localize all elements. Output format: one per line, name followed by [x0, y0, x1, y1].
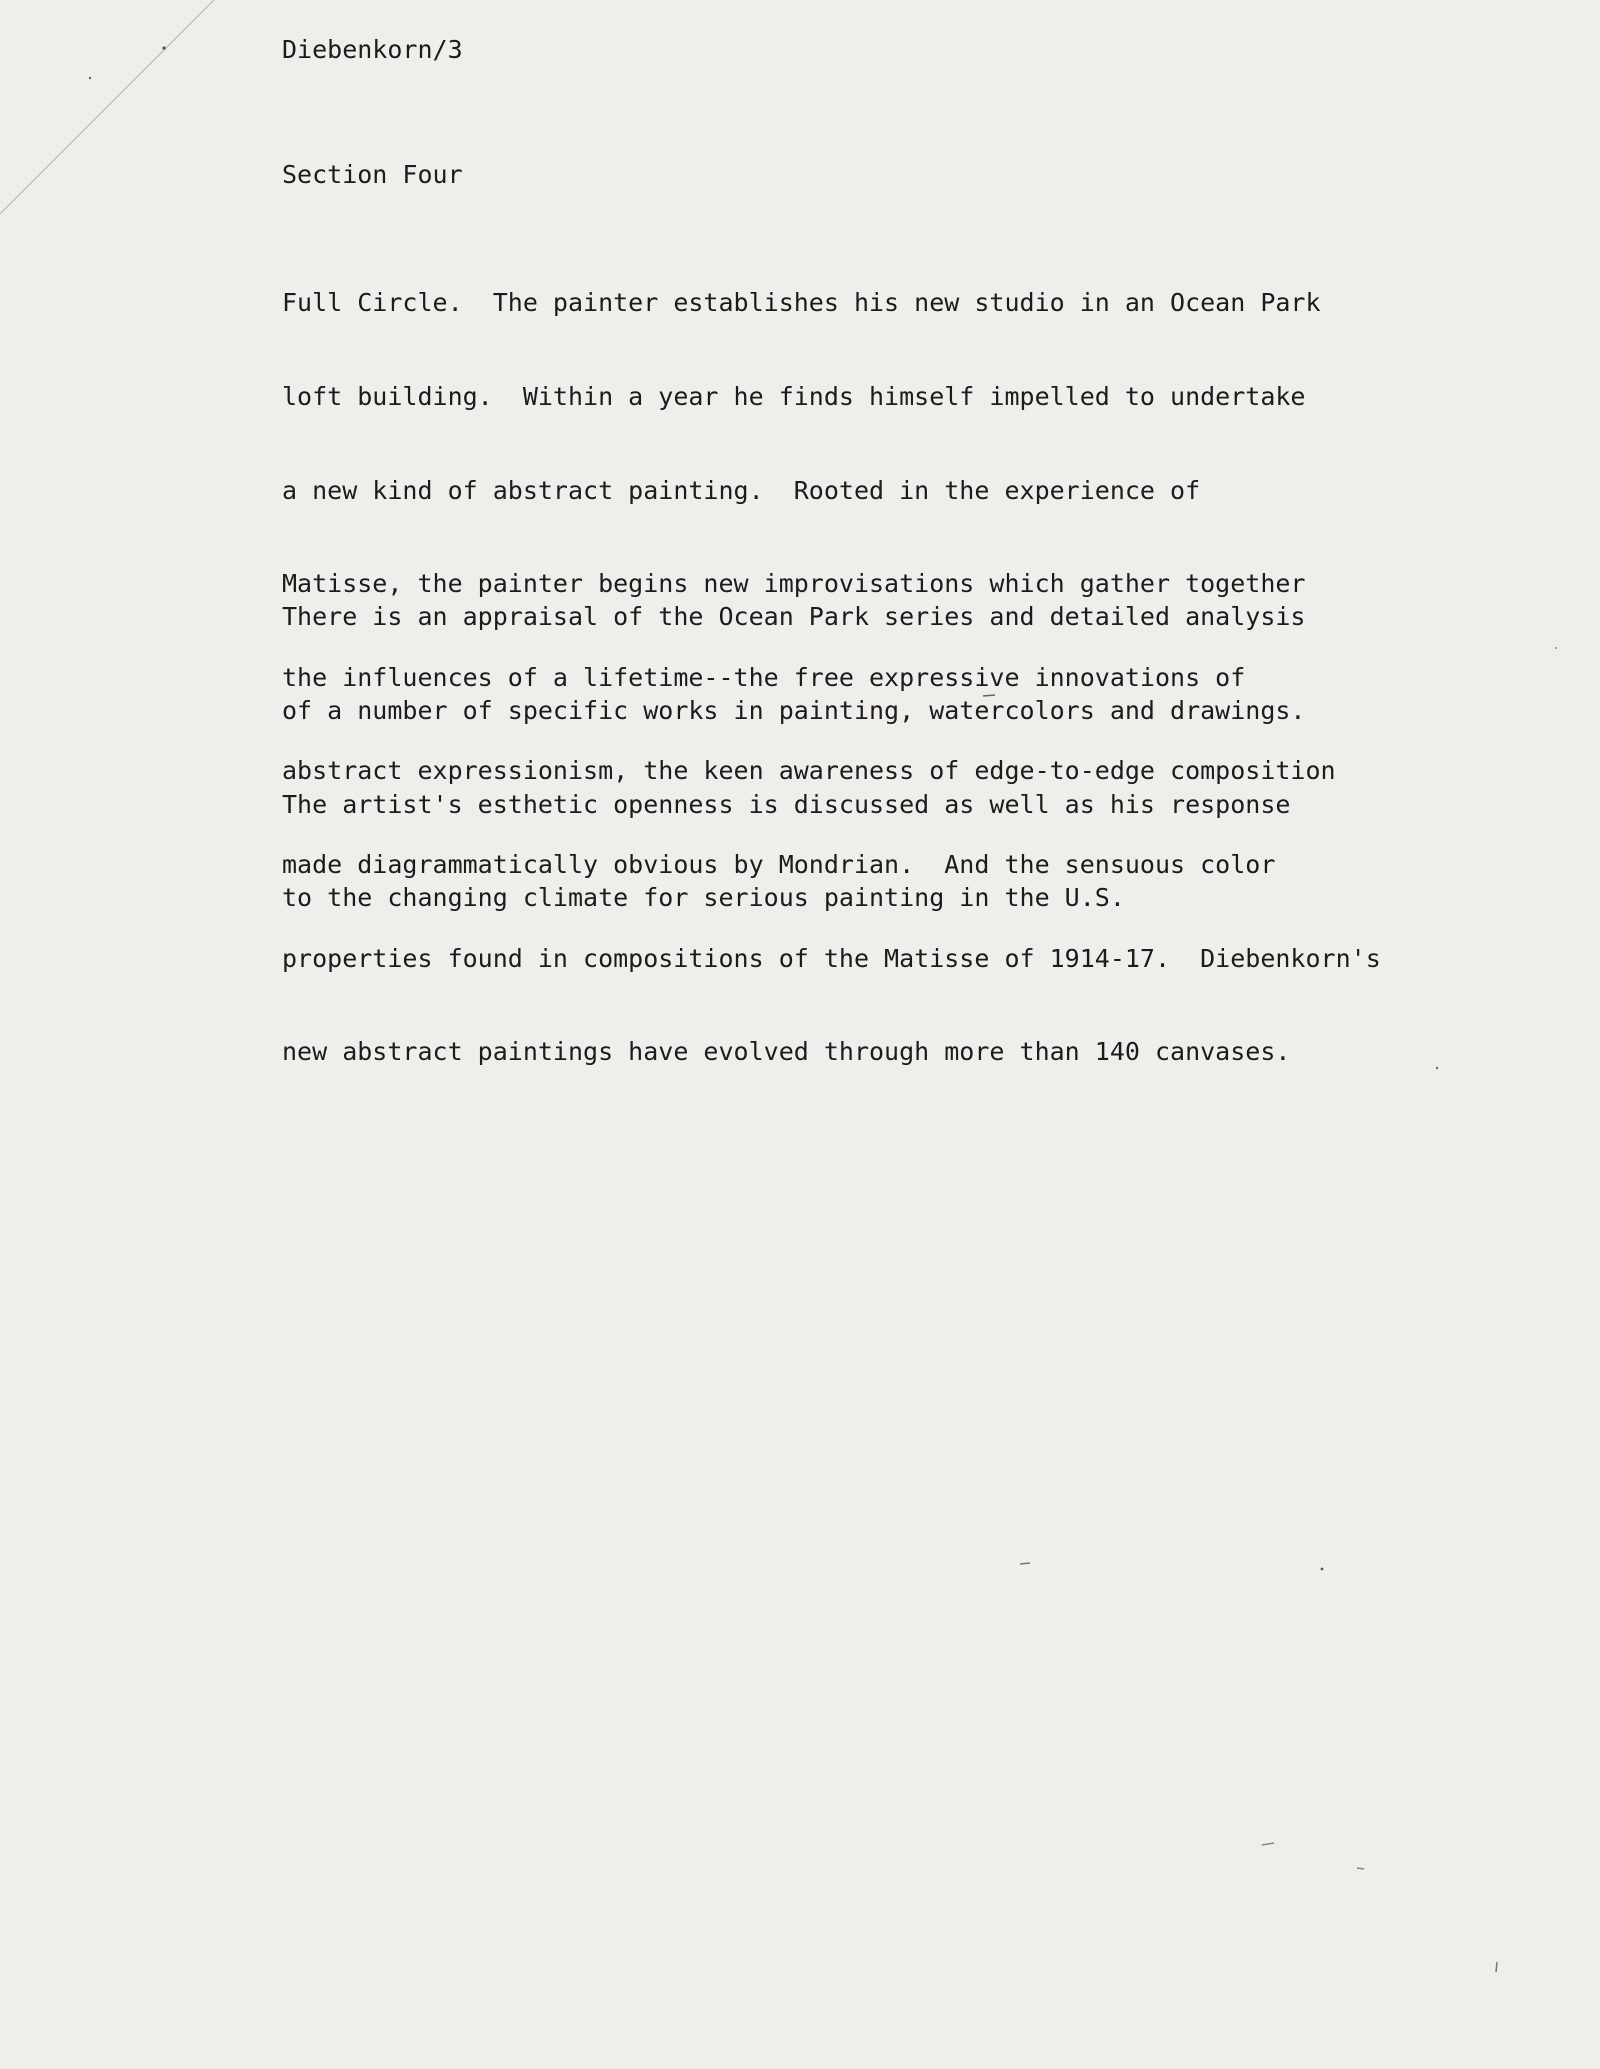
text-line: loft building. Within a year he finds himself impelled to undertake: [282, 382, 1306, 411]
section-title: Section Four: [282, 160, 463, 189]
text-line: properties found in compositions of the Matisse of 1914-17. Diebenkorn's: [282, 943, 1381, 973]
text-line: new abstract paintings have evolved through more than 140 canvases.: [282, 1037, 1291, 1067]
text-line: Full Circle. The painter establishes his new studio in an Ocean Park: [282, 288, 1321, 318]
ink-speck: [1555, 647, 1557, 649]
ink-speck: [162, 46, 165, 49]
text-line: The artist's esthetic openness is discussed as well as his response: [282, 789, 1291, 819]
text-line: There is an appraisal of the Ocean Park series and detailed analysis: [282, 602, 1306, 632]
ink-speck: [1436, 1067, 1438, 1069]
text-line: the influences of a lifetime--the free expressive innovations of: [282, 662, 1246, 692]
text-line: made diagrammatically obvious by Mondrian. And the sensuous color: [282, 849, 1276, 879]
ink-speck: [1357, 1868, 1364, 1869]
paragraph-appraisal: [282, 539, 1306, 976]
text-line: Matisse, the painter begins new improvisations which gather together: [282, 569, 1306, 599]
text-line: of a number of specific works in painting, watercolors and drawings.: [282, 696, 1306, 725]
text-line: to the changing climate for serious painting in the U.S.: [282, 883, 1125, 913]
ink-speck: [1321, 1568, 1324, 1571]
ink-speck: [1020, 1563, 1030, 1564]
ink-speck: [89, 77, 91, 79]
ink-speck: [1262, 1843, 1274, 1845]
page-header: Diebenkorn/3: [282, 35, 463, 64]
ink-speck: [1496, 1962, 1497, 1972]
fold-crease-line: [0, 0, 214, 214]
text-line: a new kind of abstract painting. Rooted in the experience of: [282, 475, 1201, 505]
text-line: abstract expressionism, the keen awareness of edge-to-edge composition: [282, 756, 1336, 786]
